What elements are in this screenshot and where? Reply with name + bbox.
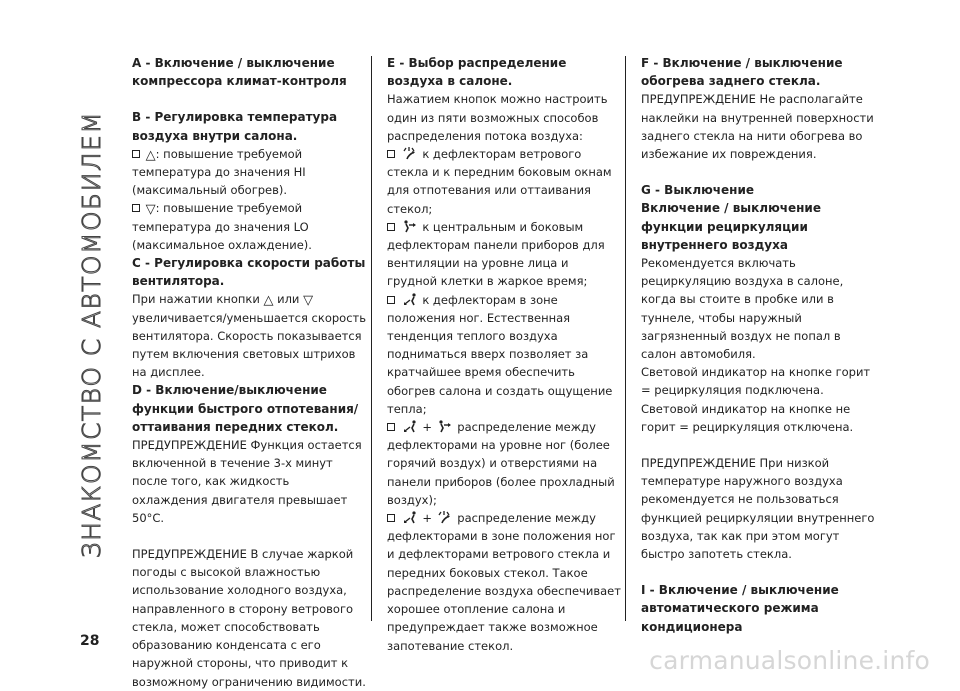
- windshield-airflow-icon: [403, 147, 417, 160]
- section-b-down: ▽: повышение требуемой температура до значения LO (максимальное охлаждение).: [132, 201, 312, 252]
- section-f-text: ПРЕДУПРЕЖДЕНИЕ Не располагайте наклейки на внутренней поверхности заднего стекла на нити обогрева во избежание их повреждения.: [641, 92, 874, 162]
- face-airflow-icon: [438, 420, 452, 433]
- section-e-item-1: к дефлекторам ветрового стекла и к передним боковым окнам для отпотевания или оттаивания стекол;: [387, 147, 612, 216]
- indicator-square-icon: [132, 204, 140, 212]
- section-e-intro: Нажатием кнопок можно настроить один из пяти возможных способов распределения потока воздуха:: [387, 92, 608, 143]
- section-d-title: D - Включение/выключение функции быстрого отпотевания/оттаивания передних стекол.: [132, 383, 359, 434]
- page-number: 28: [80, 633, 100, 649]
- section-g-text-2: Световой индикатор на кнопке горит = рециркуляция подключена.: [641, 365, 871, 398]
- section-e-item-2: к центральным и боковым дефлекторам панели приборов для вентиляции на уровне лица и грудной клетки в жаркое время;: [387, 219, 605, 289]
- section-g-subtitle: Включение / выключение функции рециркуляции внутреннего воздуха: [641, 201, 821, 252]
- section-b-title: B - Регулировка температура воздуха внутри салона.: [132, 110, 338, 143]
- column-3: [641, 54, 876, 636]
- section-c-text: При нажатии кнопки △ или ▽ увеличивается/уменьшается скорость вентилятора. Скорость показывается путем включения световых штрихов на дисплее.: [132, 292, 366, 380]
- triangle-up-icon: △: [263, 293, 274, 309]
- indicator-square-icon: [387, 423, 395, 431]
- section-d-text: ПРЕДУПРЕЖДЕНИЕ Функция остается включенной в течение 3-х минут после того, как жидкость охлаждения двигателя превышает 50°C.: [132, 438, 362, 525]
- face-airflow-icon: [403, 220, 417, 233]
- feet-airflow-icon: [403, 511, 417, 524]
- section-e-item-5: + распределение между дефлекторами в зоне положения ног и дефлекторами ветрового стекла и передних боковых стекол. Такое распределение воздуха обеспечивает хорошее отопление салона и предупреждает также возможное запотевание стекол.: [387, 511, 621, 653]
- side-section-title-text: ЗНАКОМСТВО С АВТОМОБИЛЕМ: [77, 110, 107, 558]
- section-g-text-1: Рекомендуется включать рециркуляцию воздуха в салоне, когда вы стоите в пробке или в туннеле, чтобы наружный загрязненный воздух не попал в салон автомобиля.: [641, 256, 844, 362]
- section-a-title: A - Включение / выключение компрессора климат-контроля: [132, 56, 347, 89]
- indicator-square-icon: [387, 223, 395, 231]
- column-divider-2: [625, 56, 626, 621]
- section-b-up: △: повышение требуемой температура до значения HI (максимальный обогрев).: [132, 146, 306, 198]
- section-f-title: F - Включение / выключение обогрева заднего стекла.: [641, 56, 843, 89]
- side-section-title: [72, 44, 112, 624]
- feet-airflow-icon: [403, 420, 417, 433]
- section-g-text-3: Световой индикатор на кнопке не горит = рециркуляция отключена.: [641, 401, 854, 434]
- feet-airflow-icon: [403, 293, 417, 306]
- indicator-square-icon: [387, 296, 395, 304]
- indicator-square-icon: [387, 514, 395, 522]
- indicator-square-icon: [132, 150, 140, 158]
- section-g-title: G - Выключение: [641, 183, 754, 198]
- column-1: [132, 54, 367, 691]
- section-e-item-3: к дефлекторам в зоне положения ног. Естественная тенденция теплого воздуха подниматься вверх позволяет за кратчайшее время обеспечить обогрев салона и создать ощущение тепла;: [387, 292, 613, 416]
- triangle-down-icon: ▽: [145, 202, 156, 218]
- column-2: [387, 54, 622, 655]
- section-e-item-4: + распределение между дефлекторами на уровне ног (более горячий воздух) и отверстиями на панели приборов (более прохладный воздух);: [387, 420, 615, 507]
- watermark: carmanualsonline.info: [649, 646, 930, 675]
- indicator-square-icon: [387, 150, 395, 158]
- column-divider-1: [371, 56, 372, 621]
- section-e-title: E - Выбор распределение воздуха в салоне.: [387, 56, 567, 89]
- windshield-airflow-icon: [438, 511, 452, 524]
- section-i-title: I - Включение / выключение автоматического режима кондиционера: [641, 583, 839, 634]
- section-c-title: C - Регулировка скорости работы вентилятора.: [132, 256, 366, 289]
- triangle-up-icon: △: [145, 147, 156, 163]
- section-g-warning: ПРЕДУПРЕЖДЕНИЕ При низкой температуре наружного воздуха рекомендуется не пользоваться функцией рециркуляции внутреннего воздуха, так как при этом могут быстро запотеть стекла.: [641, 456, 875, 562]
- triangle-down-icon: ▽: [303, 293, 314, 309]
- section-d-warning: ПРЕДУПРЕЖДЕНИЕ В случае жаркой погоды с высокой влажностью использование холодного воздуха, направленного в сторону ветрового стекла, может способствовать образованию конденсата с его наружной стороны, что приводит к возможному ограничению видимости.: [132, 547, 366, 689]
